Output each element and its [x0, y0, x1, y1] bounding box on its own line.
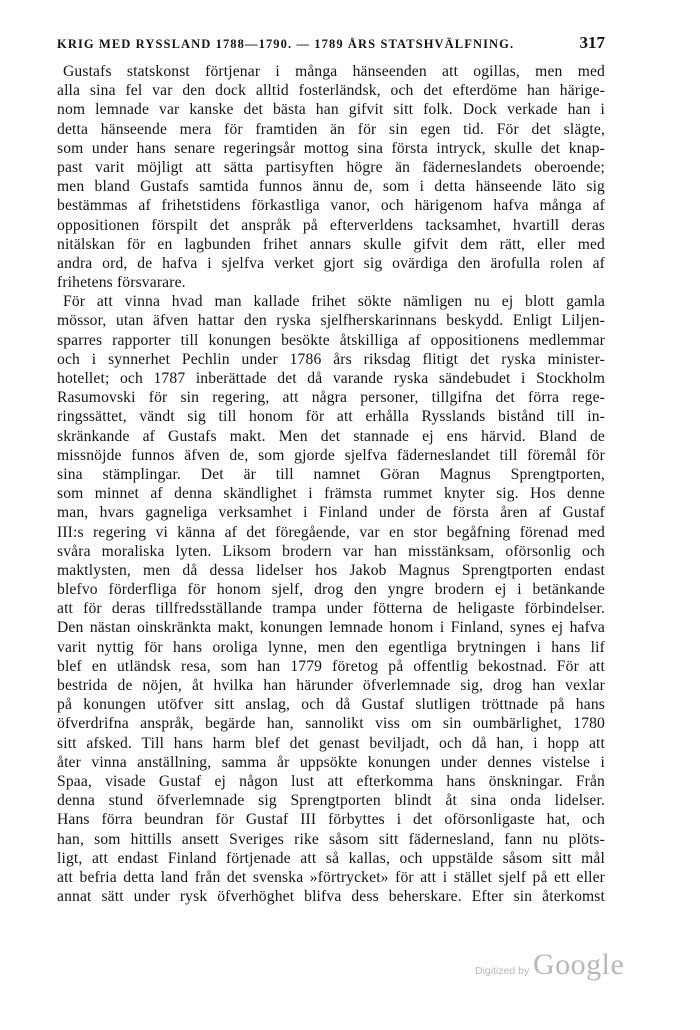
google-watermark — [475, 948, 625, 986]
text-line: öfverdrifna anspråk, begärde han, sannolikt viss om sin oumbärlighet, 1780 — [57, 715, 605, 733]
text-line: åter vinna anställning, samma år uppsökte konungen under dennes vistelse i — [57, 753, 605, 771]
text-line: ligt, att endast Finland förtjenade att så kallas, och uppstälde såsom sitt mål — [57, 849, 605, 867]
page-number: 317 — [579, 33, 605, 52]
text-line: blefvo förderfliga för honom sjelf, drog den yngre brodern ej i betänkande — [57, 581, 605, 599]
text-line: som minnet af denna skändlighet i främsta rummet knyter sig. Hos denne — [57, 485, 605, 503]
text-line: nom lemnade var kanske det bästa han gifvit sitt folk. Dock verkade han i — [57, 101, 605, 119]
text-line: maktlysten, men då dessa lidelser hos Jakob Magnus Sprengtporten endast — [57, 561, 605, 579]
text-line: Gustafs statskonst förtjenar i många hänseenden att ogillas, men med — [63, 63, 605, 80]
text-line — [57, 906, 605, 925]
running-title: KRIG MED RYSSLAND 1788—1790. — 1789 ÅRS STATSHVÄLFNING. — [57, 37, 515, 51]
text-line: missnöjde funnos äfven de, som gjorde sjelfva fäderneslandet till föremål för — [57, 446, 605, 464]
text-line: bestrida de nöjen, åt hvilka han härunder öfverlemnade sig, drog han vexlar — [57, 677, 605, 694]
text-line: past varit möjligt att sätta partisyften högre än fäderneslandets oberoende; — [57, 158, 605, 176]
text-line: varit nyttig för hans oroliga lynne, men den egentliga brytningen i hans lif — [57, 638, 605, 656]
text-line: sparres rapporter till konungen besökte åtskilliga af oppositionens medlemmar — [57, 331, 605, 349]
text-line: Hans förra beundran för Gustaf III förbyttes i det oförsonligaste hat, och — [57, 811, 605, 829]
running-header — [57, 33, 605, 55]
text-line: och i synnerhet Pechlin under 1786 års riksdag flitigt det ryska minister- — [57, 350, 605, 368]
text-line: blef en utländsk resa, som han 1779 företog på offentlig bekostnad. För att — [57, 657, 605, 675]
text-line: Spaa, visade Gustaf ej någon lust att efterkomma hans önskningar. Från — [57, 772, 605, 790]
text-line: sina stämplingar. Det är till namnet Göran Magnus Sprengtporten, — [57, 465, 605, 483]
text-line: bestämmas af frihetstidens förkastliga vanor, och härigenom hafva många af — [57, 197, 605, 215]
text-line: han, som hittills ansett Sveriges rike såsom sitt fädernesland, fann nu plöts- — [57, 830, 605, 848]
google-logo: Google — [533, 948, 625, 981]
text-line: att för deras tillfredsställande trampa under fötterna de heligaste förbindelser. — [57, 600, 605, 618]
text-line: att befria detta land från det svenska »förtrycket» för att i stället sjelf på ett eller — [57, 868, 605, 886]
text-line: III:s regering vi känna af det föregående, var en stor begåfning förenad med — [57, 523, 605, 541]
text-line: man, hvars gagneliga verksamhet i Finland under de första åren af Gustaf — [57, 504, 605, 522]
text-line: annat sätt under rysk öfverhöghet blifva dess beherskare. Efter sin återkomst — [57, 888, 605, 906]
text-line: denna stund öfverlemnade sig Sprengtporten blindt åt sina onda lidelser. — [57, 792, 605, 810]
text-line: För att vinna hvad man kallade frihet sökte nämligen nu ej blott gamla — [63, 293, 605, 311]
text-line: detta hänseende mera för framtiden än för sin egen tid. För det slägte, — [57, 120, 605, 138]
text-line: men bland Gustafs samtida funnos ännu de, som i detta hänseende läto sig — [57, 178, 605, 196]
text-line: skränkande af Gustafs makt. Men det stannade ej ens härvid. Bland de — [57, 427, 605, 445]
text-line: Rasumovski för sin regering, att några personer, tillgifna det förra rege- — [57, 389, 605, 407]
text-line: ringssättet, vändt sig till honom för att erhålla Rysslands bistånd till in- — [57, 408, 605, 426]
text-line: som under hans senare regeringsår mottog sina första intryck, skulle det knap- — [57, 139, 605, 157]
text-line: mössor, utan äfven hattar den ryska sjelfherskarinnans beskydd. Enligt Liljen- — [57, 312, 605, 330]
text-line: Den nästan oinskränkta makt, konungen lemnade honom i Finland, synes ej hafva — [57, 619, 605, 637]
text-line: alla sina fel var den dock alltid fosterländsk, och det efterdöme han härige- — [57, 82, 605, 100]
text-line: på konungen utöfver sitt anslag, och då Gustaf slutligen tröttnade på hans — [57, 696, 605, 714]
text-line: svåra moraliska lyten. Liksom brodern var han misstänksam, oförsonlig och — [57, 542, 605, 560]
text-line: andra ord, de hafva i sjelfva verket gjort sig ovärdiga den ärofulla rolen af — [57, 254, 605, 272]
text-line: sitt afsked. Till hans harm blef det genast beviljadt, och då han, i hopp att — [57, 734, 605, 752]
text-line: oppositionen förspilt det anspråk på efterverldens tacksamhet, hvartill deras — [57, 216, 605, 234]
watermark-prefix: Digitized by — [475, 965, 530, 977]
text-line: nitälskan för en lagbunden frihet annars skulle gifvit dem rätt, eller med — [57, 235, 605, 253]
body-text — [57, 62, 605, 925]
text-line: frihetens försvarare. — [57, 274, 186, 292]
text-line: hotellet; och 1787 inberättade det då varande ryska sändebudet i Stockholm — [57, 370, 605, 387]
